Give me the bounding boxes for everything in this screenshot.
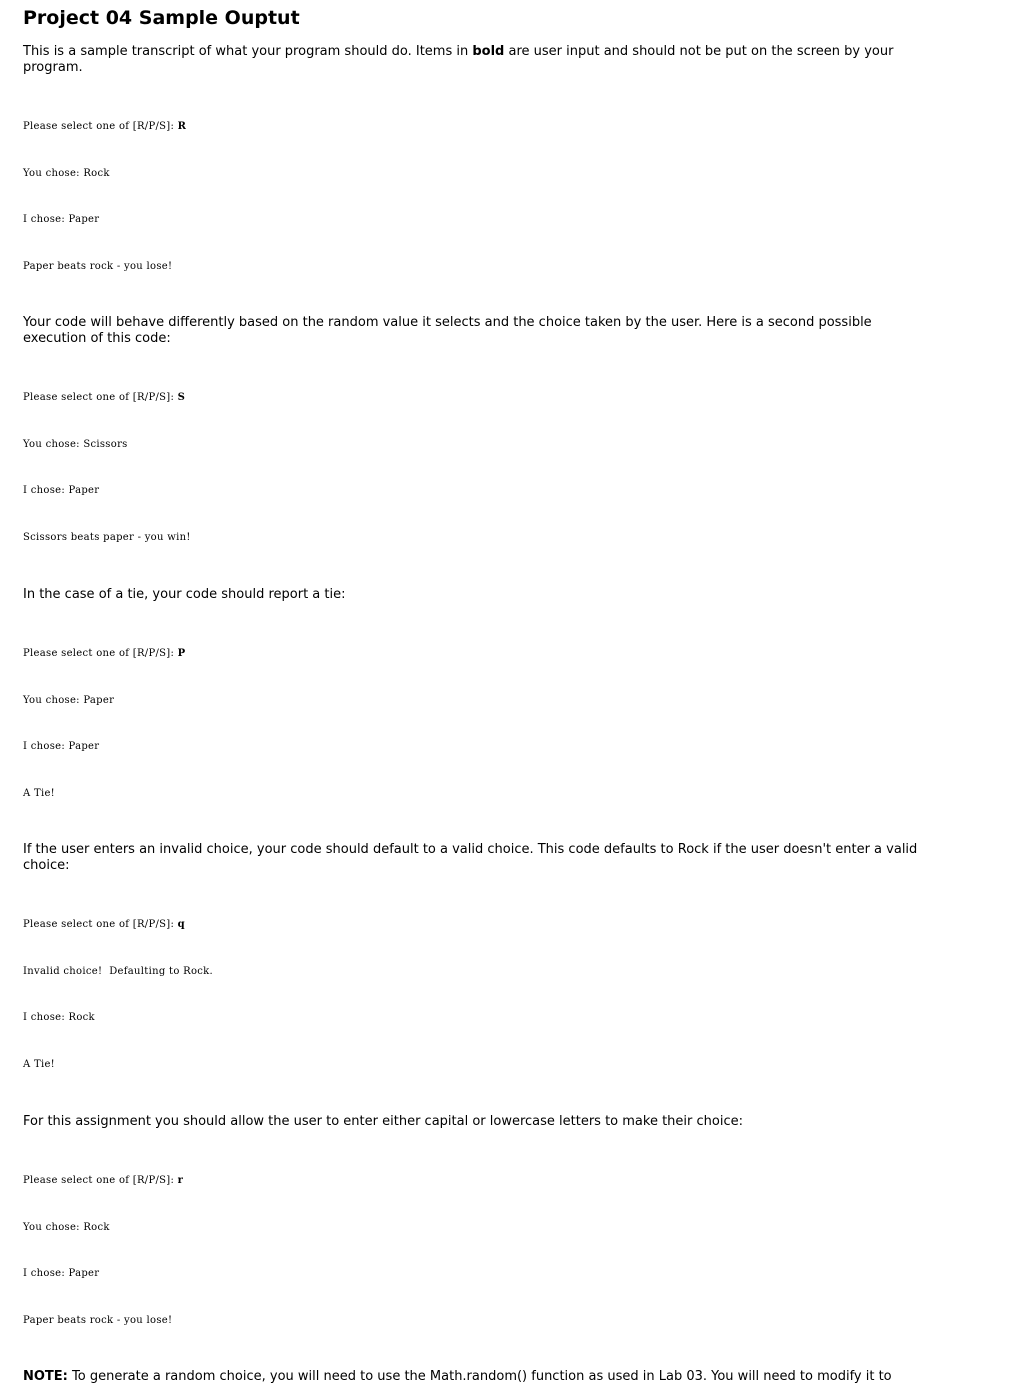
user-input: S: [177, 392, 186, 403]
transcript-output-line: A Tie!: [23, 1058, 56, 1070]
note-label: NOTE:: [23, 1369, 68, 1384]
transcript-output-line: I chose: Rock: [23, 1012, 95, 1023]
prompt-text: Please select one of [R/P/S]:: [23, 392, 178, 403]
transcript-output-line: Paper beats rock - you lose!: [23, 260, 173, 272]
transcript-prompt-line: [23, 1173, 983, 1189]
transcript-output-line: Paper beats rock - you lose!: [23, 1314, 173, 1326]
paragraph-case-insensitive: For this assignment you should allow the user to enter either capital or lowercase letters to make their choice:: [23, 1114, 743, 1129]
transcript-output-line: You chose: Rock: [23, 1221, 110, 1233]
prompt-text: Please select one of [R/P/S]:: [23, 121, 178, 132]
user-input: P: [177, 648, 186, 659]
prompt-text: Please select one of [R/P/S]:: [23, 1175, 178, 1186]
prompt-text: Please select one of [R/P/S]:: [23, 648, 178, 659]
transcript-output-line: I chose: Paper: [23, 741, 100, 752]
intro-paragraph: [23, 44, 923, 76]
paragraph-random-behavior: Your code will behave differently based on the random value it selects and the choice taken by the user. Here is a second possible execution of this code:: [23, 315, 872, 346]
transcript-2: [23, 359, 983, 576]
transcript-prompt-line: [23, 917, 983, 933]
transcript-5: [23, 1142, 983, 1359]
transcript-output-line: I chose: Paper: [23, 1268, 100, 1279]
intro-bold-word: bold: [472, 44, 505, 59]
transcript-prompt-line: [23, 390, 983, 406]
note-paragraph: [23, 1369, 983, 1385]
transcript-prompt-line: [23, 119, 983, 135]
note-text: To generate a random choice, you will need to use the Math.random() function as used in Lab 03. You will need to modify it to: [67, 1369, 892, 1384]
user-input: r: [177, 1175, 184, 1186]
transcript-output-line: You chose: Scissors: [23, 438, 128, 450]
document-page: [23, 5, 983, 1385]
user-input: R: [177, 121, 187, 132]
paragraph-tie: In the case of a tie, your code should report a tie:: [23, 587, 346, 602]
transcript-output-line: A Tie!: [23, 787, 56, 799]
transcript-4: [23, 886, 983, 1103]
transcript-1: [23, 88, 983, 305]
transcript-output-line: I chose: Paper: [23, 485, 100, 496]
prompt-text: Please select one of [R/P/S]:: [23, 919, 178, 930]
transcript-output-line: You chose: Paper: [23, 694, 115, 706]
transcript-output-line: Scissors beats paper - you win!: [23, 531, 191, 543]
transcript-3: [23, 615, 983, 832]
user-input: q: [177, 919, 185, 930]
page-title: Project 04 Sample Ouptut: [23, 7, 300, 29]
transcript-output-line: I chose: Paper: [23, 214, 100, 225]
transcript-output-line: You chose: Rock: [23, 167, 110, 179]
intro-text-end: are user input and should not be put on the screen by your program.: [23, 44, 894, 75]
transcript-output-line: Invalid choice! Defaulting to Rock.: [23, 965, 214, 977]
intro-text-start: This is a sample transcript of what your program should do. Items in: [23, 44, 473, 59]
transcript-prompt-line: [23, 646, 983, 662]
paragraph-invalid-choice: If the user enters an invalid choice, your code should default to a valid choice. This code defaults to Rock if the user doesn't enter a valid choice:: [23, 842, 918, 873]
